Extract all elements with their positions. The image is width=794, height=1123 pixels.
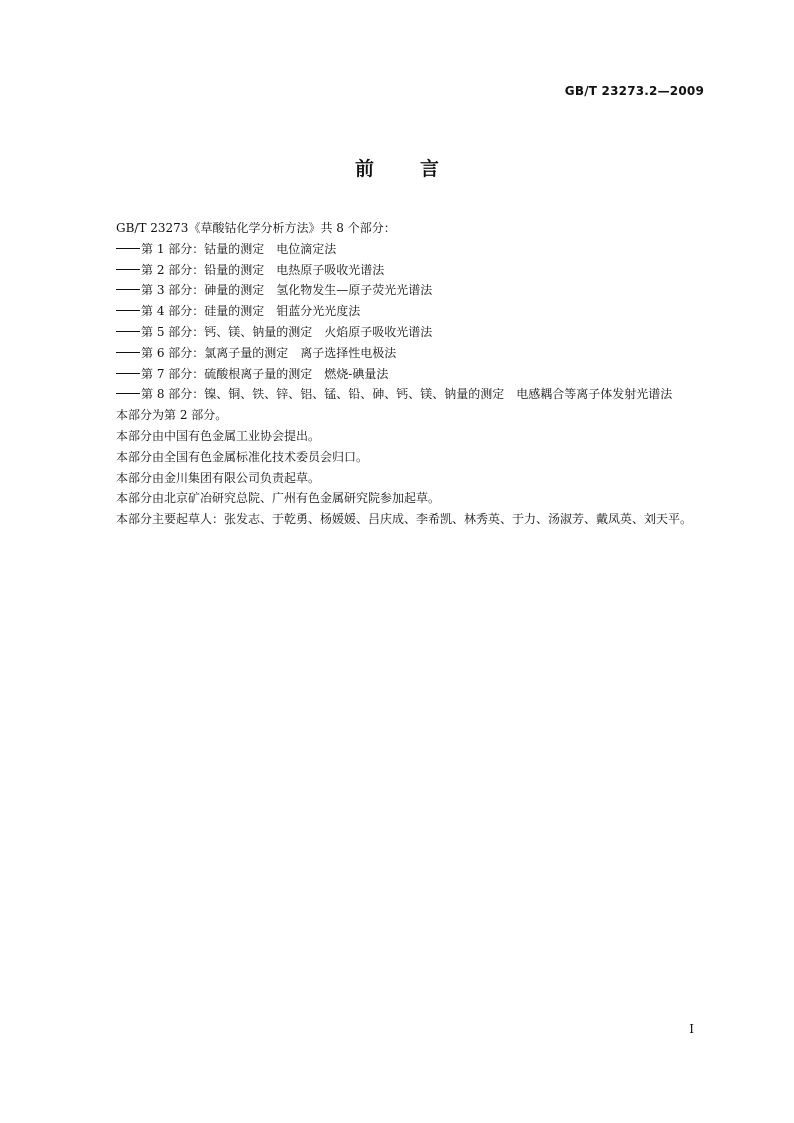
list-item (90, 260, 712, 281)
part-name: 第 6 部分：氯离子量的测定 (141, 345, 289, 360)
part-method: 电位滴定法 (276, 241, 337, 256)
statement-paragraph: 本部分由北京矿冶研究总院、广州有色金属研究院参加起草。 (116, 491, 441, 506)
em-dash (116, 269, 140, 270)
part-method: 燃烧-碘量法 (324, 366, 389, 381)
part-method: 钼蓝分光光度法 (276, 304, 361, 319)
statement-paragraph: 本部分由全国有色金属标准化技术委员会归口。 (116, 449, 369, 464)
em-dash (116, 310, 140, 311)
part-name: 第 1 部分：钴量的测定 (141, 241, 265, 256)
em-dash (116, 352, 140, 353)
statement-paragraph: 本部分为第 2 部分。 (116, 408, 228, 423)
page-title: 前言 (354, 158, 485, 180)
part-method: 电感耦合等离子体发射光谱法 (516, 387, 673, 402)
statement-paragraph: 本部分由金川集团有限公司负责起草。 (116, 470, 321, 485)
part-method: 火焰原子吸收光谱法 (324, 324, 433, 339)
list-item (90, 384, 712, 405)
list-item (90, 343, 712, 364)
foreword-body (90, 218, 712, 530)
part-name: 第 4 部分：硅量的测定 (141, 304, 265, 319)
em-dash (116, 373, 140, 374)
page-number: I (689, 1022, 694, 1036)
list-item (90, 301, 712, 322)
list-item (90, 364, 712, 385)
part-name: 第 3 部分：砷量的测定 (141, 283, 265, 298)
intro-paragraph: GB/T 23273《草酸钴化学分析方法》共 8 个部分： (116, 221, 396, 235)
em-dash (116, 248, 140, 249)
part-name: 第 7 部分：硫酸根离子量的测定 (141, 366, 313, 381)
part-name: 第 8 部分：镍、铜、铁、锌、铝、锰、铅、砷、钙、镁、钠量的测定 (141, 387, 505, 402)
em-dash (116, 393, 140, 394)
standard-number: GB/T 23273.2—2009 (564, 84, 704, 98)
em-dash (116, 289, 140, 290)
part-name: 第 2 部分：铅量的测定 (141, 262, 265, 277)
part-name: 第 5 部分：钙、镁、钠量的测定 (141, 324, 313, 339)
statement-paragraph: 本部分由中国有色金属工业协会提出。 (116, 428, 321, 443)
drafters-paragraph: 本部分主要起草人：张发志、于乾勇、杨媛媛、吕庆成、李希凯、林秀英、于力、汤淑芳、戴凤英、刘天平。 (116, 512, 693, 527)
list-item (90, 280, 712, 301)
list-item (90, 322, 712, 343)
em-dash (116, 331, 140, 332)
parts-list (90, 239, 712, 405)
part-method: 离子选择性电极法 (300, 345, 397, 360)
part-method: 电热原子吸收光谱法 (276, 262, 385, 277)
part-method: 氢化物发生—原子荧光光谱法 (276, 283, 433, 298)
list-item (90, 239, 712, 260)
